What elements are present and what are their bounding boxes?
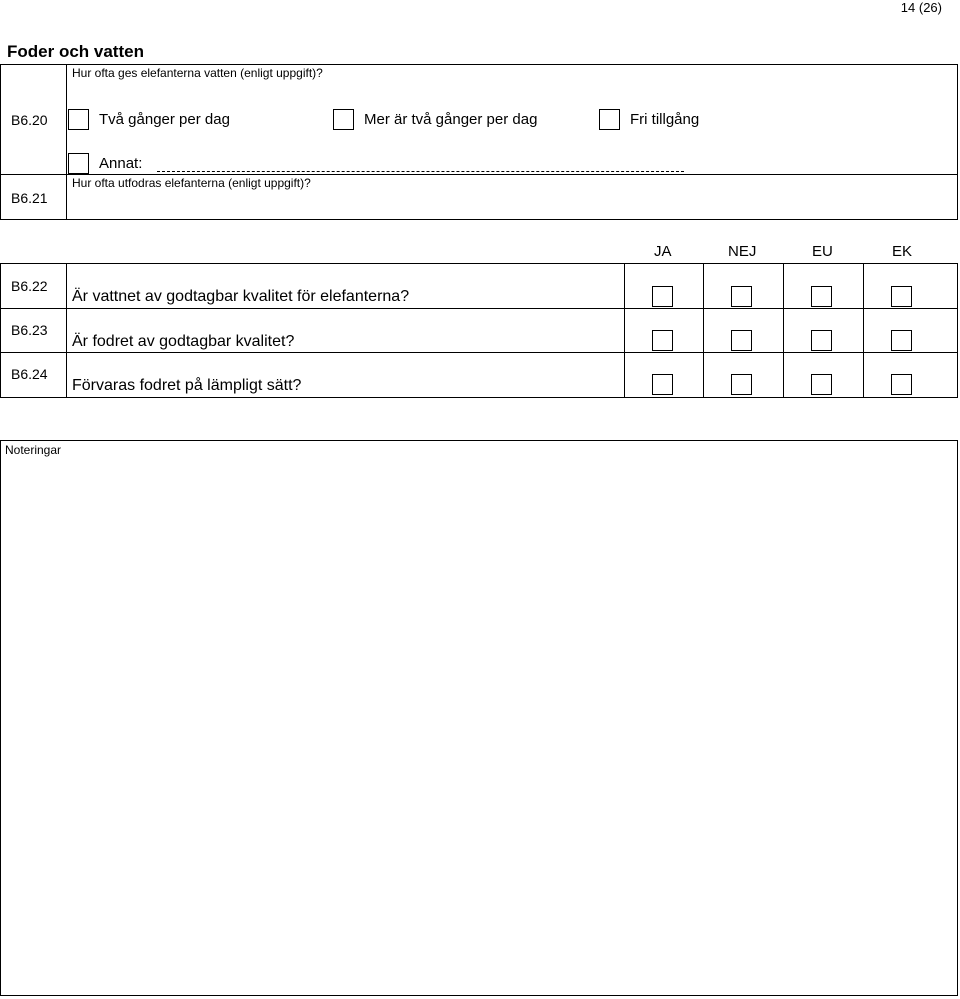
option-label-more-than-twice: Mer är två gånger per dag <box>364 111 538 128</box>
option-label-free-access: Fri tillgång <box>630 111 700 128</box>
header-eu: EU <box>812 243 833 260</box>
option-checkbox-more-than-twice[interactable] <box>333 109 354 130</box>
b623-ja-checkbox[interactable] <box>652 330 673 351</box>
yes-no-col-divider-3 <box>783 263 784 398</box>
yes-no-col-divider-1 <box>624 263 625 398</box>
b623-eu-checkbox[interactable] <box>811 330 832 351</box>
feeding-block-divider <box>66 64 67 220</box>
b622-nej-checkbox[interactable] <box>731 286 752 307</box>
yes-no-row-divider-1 <box>0 308 958 309</box>
option-label-other: Annat: <box>99 155 143 172</box>
b624-ja-checkbox[interactable] <box>652 374 673 395</box>
b622-ek-checkbox[interactable] <box>891 286 912 307</box>
header-ja: JA <box>654 243 672 260</box>
b624-eu-checkbox[interactable] <box>811 374 832 395</box>
option-checkbox-other[interactable] <box>68 153 89 174</box>
page-number: 14 (26) <box>900 0 942 15</box>
b624-ek-checkbox[interactable] <box>891 374 912 395</box>
other-text-line[interactable] <box>157 171 684 172</box>
option-label-twice-daily: Två gånger per dag <box>99 111 230 128</box>
b624-question: Förvaras fodret på lämpligt sätt? <box>72 377 302 394</box>
header-nej: NEJ <box>728 243 757 260</box>
option-checkbox-twice-daily[interactable] <box>68 109 89 130</box>
section-title: Foder och vatten <box>7 42 144 61</box>
notes-box[interactable] <box>0 440 958 996</box>
b624-nej-checkbox[interactable] <box>731 374 752 395</box>
b623-nej-checkbox[interactable] <box>731 330 752 351</box>
feeding-block <box>0 64 958 220</box>
b620-question: Hur ofta ges elefanterna vatten (enligt uppgift)? <box>72 66 323 80</box>
b623-question: Är fodret av godtagbar kvalitet? <box>72 333 295 350</box>
b624-code: B6.24 <box>11 366 48 382</box>
yes-no-col-divider-2 <box>703 263 704 398</box>
yes-no-row-divider-2 <box>0 352 958 353</box>
b622-question: Är vattnet av godtagbar kvalitet för elefanterna? <box>72 288 410 305</box>
feeding-block-row-divider <box>0 174 958 175</box>
b620-code: B6.20 <box>11 112 48 128</box>
b622-code: B6.22 <box>11 278 48 294</box>
notes-label: Noteringar <box>5 443 62 457</box>
header-ek: EK <box>892 243 913 260</box>
option-checkbox-free-access[interactable] <box>599 109 620 130</box>
yes-no-col-divider-4 <box>863 263 864 398</box>
b622-eu-checkbox[interactable] <box>811 286 832 307</box>
b623-ek-checkbox[interactable] <box>891 330 912 351</box>
b622-ja-checkbox[interactable] <box>652 286 673 307</box>
b623-code: B6.23 <box>11 322 48 338</box>
b621-question: Hur ofta utfodras elefanterna (enligt uppgift)? <box>72 176 311 190</box>
b621-code: B6.21 <box>11 190 48 206</box>
yes-no-code-divider <box>66 263 67 398</box>
